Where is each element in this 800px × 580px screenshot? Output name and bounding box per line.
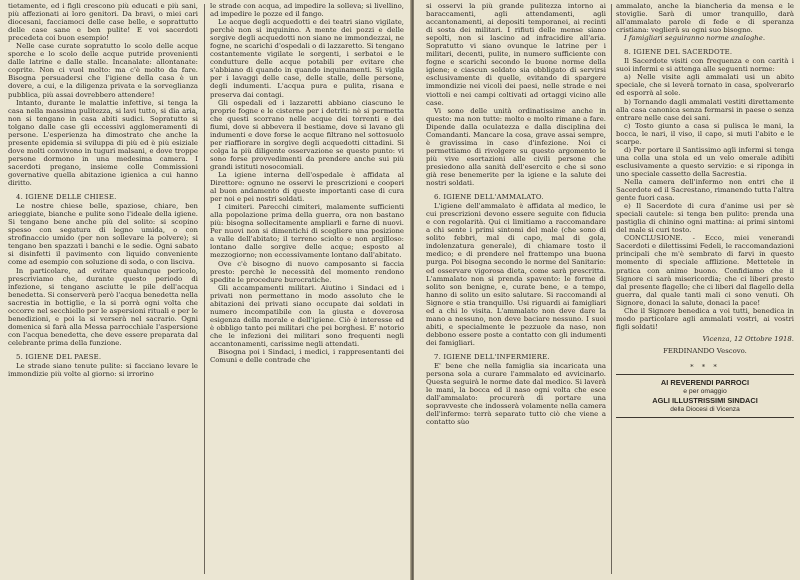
column-4 bbox=[616, 2, 794, 578]
paragraph: Le strade siano tenute pulite: si facciano levare le immondizie più volte al giorno: si irrorino bbox=[8, 362, 198, 379]
paragraph: Intanto, durante le malattie infettive, si tenga la casa nella massima pulitezza, si lavi tutto, si dia aria, non si tengano in casa abiti sudici. Sopratutto si tolgano dalle case gli eccessivi agglomeramenti di persone. L'esperienza ha dimostrato che anche la presente epidemia si sviluppa di più ed è più esiziale dove molti convivono in tuguri malsani, e dove troppe persone dormono in una medesima camera. I sacerdoti pregano, insieme colle Commissioni governative quella abitazione igienica a cui hanno diritto. bbox=[8, 98, 198, 188]
paragraph: La igiene interna dell'ospedale è affidata al Direttore: ognuno ne osservi le prescrizioni e cooperi al buon andamento di queste importanti case di cura per noi e pei nostri soldati. bbox=[210, 170, 404, 204]
list-item: e) Il Sacerdote di cura d'anime usi per sè speciali cautele: si tenga ben pulito: prenda una pastiglia di chinino ogni mattina: ai primi sintomi del male si curi tosto. bbox=[616, 202, 794, 235]
paragraph: Vi sono delle unità ordinatissime anche in questo: ma non tutte: molto e molto rimane a fare. Dipende dalla oculatezza e dalla disciplina dei Comandanti. Mancare la cosa, grave assai sempre, è gravissima in caso d'infezione. Noi ci permettiamo di rivolgere su questo argomento le più vive esortazioni alle civili persone che presiedono alla sanità dell'esercito e che si sono già rese benemerite per la igiene e la salute dei nostri soldati. bbox=[426, 106, 606, 188]
paragraph: In particolare, ad evitare qualunque pericolo, prescriviamo che, durante questo periodo di infezione, si tengano asciutte le pile dell'acqua benedetta. Si conserverà però l'acqua benedetta nella sacrestia in bottiglie, e la si porrà ogni volta che occorre nel secchiello per le aspersioni rituali e per le benedizioni, e poi la si verserà nel sacrario. Ogni domenica si farà alla Messa parrocchiale l'aspersione con l'acqua benedetta, che deve essere preparata dal celebrante prima della funzione. bbox=[8, 266, 198, 347]
separator-stars: * * * bbox=[690, 362, 720, 371]
list-item: d) Per portare il Santissimo agli infermi si tenga una colla una stola ed un velo omerale adibiti esclusivamente a questo servizio: e si riponga in uno speciale cassetto della Sacrestia. bbox=[616, 145, 794, 178]
paragraph: E' bene che nella famiglia sia incaricata una persona sola a curare l'ammalato ed avvicinarlo. Questa seguirà le norme date dal medico. Si laverà le mani, la bocca ed il naso ogni volta che esce dall'ammalato: procurerà di portare una sopravveste che indosserà volamente nella camera dell'infermo: terrà separato tutto ciò che viene a contatto sùo bbox=[426, 362, 606, 427]
paragraph: ammalato, anche la biancheria da mensa e le stoviglie. Sarà di umor tranquillo, darà all'ammalato parole di fede e di speranza cristiana: veglierà su ogni suo bisogno. bbox=[616, 2, 794, 35]
closing-blessing: Che il Signore benedica a voi tutti, benedica in modo particolare agli ammalati vostri, ai vostri figli soldati! bbox=[616, 306, 794, 331]
paragraph: Ove c'è bisogno di nuovo camposanto si faccia presto: perchè le necessità del momento rendono spedite le procedure burocratiche. bbox=[210, 259, 404, 284]
rule-bottom bbox=[616, 417, 794, 418]
paragraph: Le nostre chiese belle, spaziose, chiare, ben arieggiate, bianche e pulite sono l'ideale della igiene. Si tengano bene anche più del solito: si scopino spesso con segatura di legno umida, o con strofinaccio umido (per non sollevare la polvere); si tengano ben spazzati i banchi e le sedie. Ogni sabato si disinfetti il pavimento con liquido conveniente come ad esempio con soluzione di soda, o con lisciva. bbox=[8, 202, 198, 267]
paragraph: Gli accampamenti militari. Aiutino i Sindaci ed i privati non permettano in modo assoluto che le abitazioni dei privati siano occupate dai soldati in numero incompatibile con la giusta e doverosa esigenza della morale e dell'igiene. Ciò è interesse ed è obbligo tanto pei militari che pei borghesi. E' notorio che le infezioni dei militari sono frequenti negli accantonamenti, carissime negli attendati. bbox=[210, 283, 404, 348]
address-line-4: della Diocesi di Vicenza bbox=[670, 406, 740, 414]
column-divider bbox=[611, 4, 612, 574]
paragraph: si osservi la più grande pulitezza intorno ai baraccamenti, agli attendamenti, agli accantonamenti, ai depositi temporanei, ai recinti di sosta dei militari. I rifiuti delle mense siano sepolti, non si lascino ad infracidire all'aria. Sopratutto vi siano ovunque le latrine per i militari, decenti, pulite, in numero sufficiente con fogne e scarichi secondo le buone norme della igiene; e ciascun soldato sia obbligato di servirsi esclusivamente di quelle, evitando di spargere immondizie nei vicoli dei paesi, nelle strade e nei viottoli e nei campi coltivati ad ortaggi vicino alle case. bbox=[426, 2, 606, 107]
paragraph: Le acque degli acquedotti e dei teatri siano vigilate, perchè non si inquinino. A mente dei pozzi e delle sorgive degli acquedotti non siano ne immondezzai, ne fogne, ne scarichi d'ospedali o di lazzaretto. Si tengano costantemente vigilate le sorgenti, i serbatoi e le condutture delle acque potabili per evitare che s'abbiano di quando in quando inquinamenti. Si vigila per i lavaggi delle case, delle stalle, delle persone, degli indumenti. L'acqua pura e pulita, risana e preserva dai contagi. bbox=[210, 18, 404, 99]
paragraph: Bisogna poi i Sindaci, i medici, i rappresentanti dei Comuni e delle contrade che bbox=[210, 348, 404, 365]
address-line-2: e per omaggio bbox=[683, 388, 727, 396]
section-heading: 5. IGIENE DEL PAESE. bbox=[16, 352, 102, 361]
column-divider bbox=[204, 4, 205, 574]
date-line: Vicenza, 12 Ottobre 1918. bbox=[702, 334, 794, 343]
paragraph: tietamente, ed i figli crescono più educati e più sani, più affezionati ai loro genitori. Da bravi, o miei cari diocesani, facciamoci delle case belle, e soprattutto delle case sane e ben pulite! E voi sacerdoti precedeta coi buon esempio! bbox=[8, 2, 198, 43]
list-item: Nella camera dell'infermo non entri che il Sacerdote ed il Sacrestano, rimanendo tutta l'altra gente fuori casa. bbox=[616, 177, 794, 203]
section-heading: 6. IGIENE DELL'AMMALATO. bbox=[434, 193, 544, 202]
column-2 bbox=[210, 2, 404, 578]
right-page bbox=[414, 0, 800, 580]
paragraph: I cimiteri. Parecchi cimiteri, malamente sufficienti alla popolazione prima della guerra, ora non bastano più: bisogna sollecitamente ampliarli e farne di nuovi. Per nuovi non si dimentichi di scegliere una posizione a valle dell'abitato; il terreno sciolto e non argilloso: lontano dalle sorgive delle acque; esposto al mezzogiorno; non eccessivamente lontano dall'abitato. bbox=[210, 203, 404, 260]
address-line-3: AGLI ILLUSTRISSIMI SINDACI bbox=[652, 396, 758, 406]
list-item: c) Tosto giunto a casa si pulisca le mani, la bocca, le nari, il viso, il capo, si muti l'abito e le scarpe. bbox=[616, 121, 794, 146]
paragraph: le strade con acqua, ad impedire la solleva; si livellino, ad impedire le pozze ed il fango. bbox=[210, 2, 404, 19]
column-1 bbox=[8, 2, 198, 578]
section-heading: 8. IGIENE DEL SACERDOTE. bbox=[624, 48, 733, 57]
signature: FERDINANDO Vescovo. bbox=[663, 346, 747, 355]
section-heading: 7. IGIENE DELL'INFERMIERE. bbox=[434, 352, 550, 361]
paragraph: Il Sacerdote visiti con frequenza e con carità i suoi infermi e si attenga alle seguenti norme: bbox=[616, 57, 794, 74]
list-item: a) Nelle visite agli ammalati usi un abito speciale, che si leverà tornato in casa, spolverarlo ed esporrà al sole. bbox=[616, 73, 794, 98]
conclusion: CONCLUSIONE. - Ecco, miei venerandi Sacerdoti e dilettissimi Fedeli, le raccomandazioni principali che m'è sembrato di farvi in questo momento di speciale afflizione. Mettetele in pratica con animo buono. Confidiamo che il Signore ci sarà misericordia; che ci liberi presto dal presente flagello; che ci liberi dal flagello della guerra, dal quale tanti mali ci sono venuti. Oh Signore, donaci la salute, donaci la pace! bbox=[616, 234, 794, 307]
column-3 bbox=[426, 2, 606, 578]
paragraph: Nelle case curate sopratutto lo scolo delle acque sporche e lo scolo delle acque putride provenienti dalle latrine e dalle stalle. Incanalate: allontanate: coprite. Non ci vuol molto: ma c'è molto da fare. Bisogna persuadersi che l'igiene della casa è un dovere, a cui, e la diligenza privata e la sorveglianza pubblica, più assai dovrebbero attendere! bbox=[8, 42, 198, 99]
address-line-1: AI REVERENDI PARROCI bbox=[660, 378, 750, 388]
paragraph: L'igiene dell'ammalato è affidata al medico, le cui prescrizioni devono essere seguite con fiducia e con regolarità. Qui ci limitiamo a raccomandare a chi sente i primi sintomi del male (che sono di solito febbri, mal di capo, mal di gola, indolenzatura generale), di chiamare tosto il medico; e di prendere nel frattempo una buona purga. Poi bisogna secondo le norme del Sanitario: ed osservare vigorosa dieta, come sarà prescritta. L'ammalato non si prenda spavento: le forme di solito son benigne, e, curate bene, e a tempo, hanno di solito un esito salutare. Si raccomandi al Signore e stia tranquillo. Usi riguardi ai famigliari ed a chi lo visita. L'ammalato non deve dare la mano a nessuno, non deve baciare nessuno. I suoi abiti, e specialmente le pezzuole da naso, non debbono essere poste a contatto con gli indumenti dei famigliari. bbox=[426, 202, 606, 347]
list-item: b) Tornando dagli ammalati vestiti direttamente alla casa canonica senza fermarsi in paese o senza entrare nelle case dei sani. bbox=[616, 97, 794, 122]
paragraph: Gli ospedali ed i lazzaretti abbiano ciascuno le proprie fogne e le cisterne per i detriti: nè si permetta che questi scorrano nelle acque dei torrenti e dei fiumi, dove si abbevera il bestiame, dove si lavano gli indumenti e dove forse le acque filtrano nel sottosuolo per riaffiorare in sorgive degli acquedotti cittadini. Si colga la più diligente osservazione se questo punto: vi sono forse provvedimenti da prendere anche sui più grandi istituti nosocomiali. bbox=[210, 98, 404, 171]
rule-top bbox=[616, 374, 794, 375]
section-heading: 4. IGIENE DELLE CHIESE. bbox=[16, 193, 117, 202]
paragraph: I famigliari seguiranno norme analoghe. bbox=[624, 34, 766, 43]
